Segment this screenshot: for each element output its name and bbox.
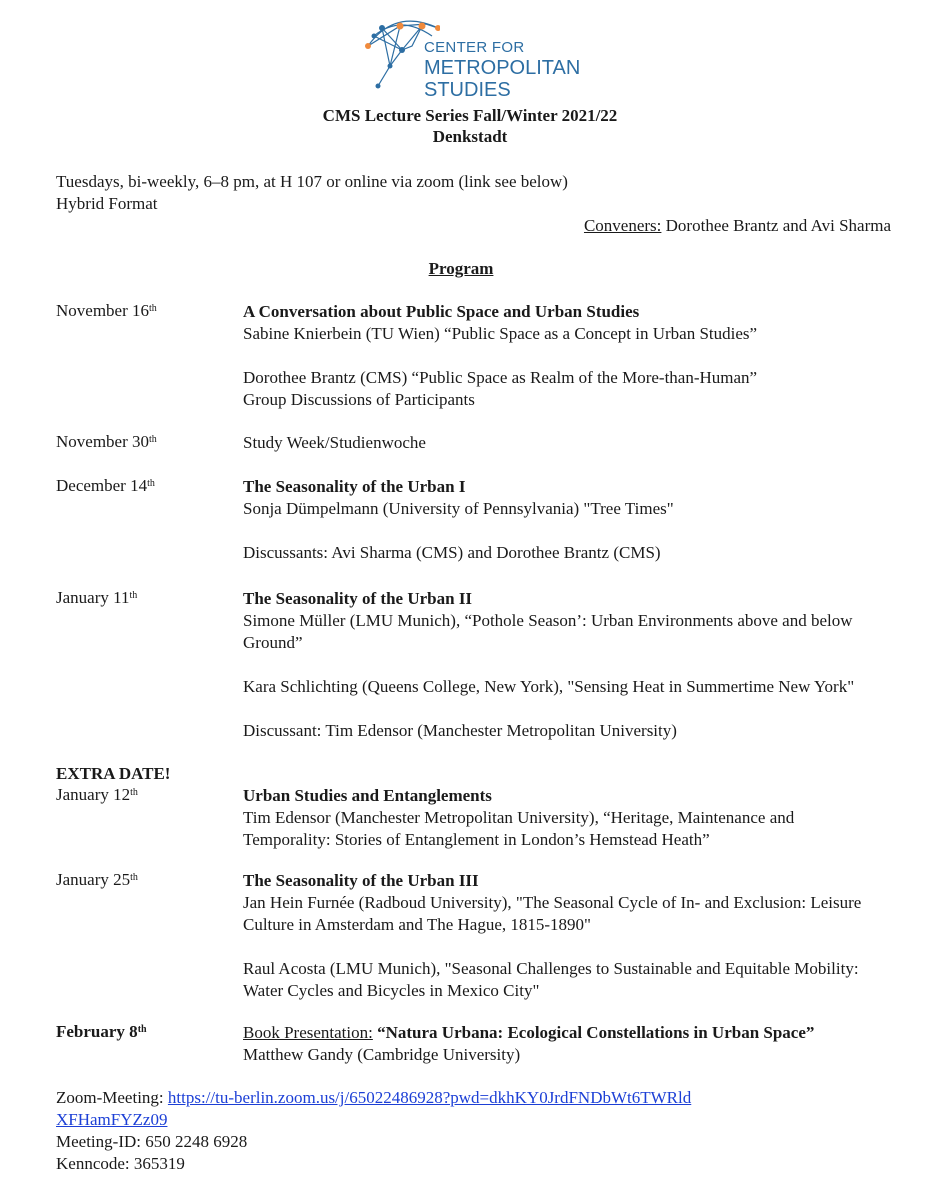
event-date — [56, 588, 137, 608]
event-date-suffix: th — [147, 478, 155, 489]
event — [243, 1022, 903, 1066]
zoom-label: Zoom-Meeting: — [56, 1088, 168, 1107]
kenncode: Kenncode: 365319 — [56, 1154, 185, 1173]
event-line: Tim Edensor (Manchester Metropolitan University), “Heritage, Maintenance and Temporality: Stories of Entanglement in London’s Hemstead Heath” — [243, 808, 795, 849]
event — [243, 588, 883, 742]
conveners-label: Conveners: — [583, 216, 662, 235]
event-line: Matthew Gandy (Cambridge University) — [243, 1045, 521, 1064]
program-heading: Program — [428, 259, 494, 278]
cms-logo — [360, 6, 581, 106]
event-line: Raul Acosta (LMU Munich), "Seasonal Challenges to Sustainable and Equitable Mobility: Water Cycles and Bicycles in Mexico City" — [243, 959, 859, 1000]
event-line: Study Week/Studienwoche — [243, 433, 426, 452]
conveners-names: Dorothee Brantz and Avi Sharma — [661, 216, 891, 235]
event-date — [56, 785, 138, 805]
event — [243, 785, 883, 851]
event-date-suffix: th — [137, 1024, 147, 1035]
logo-line-1: CENTER FOR — [424, 39, 525, 56]
event-line: Group Discussions of Participants — [243, 390, 475, 409]
page-title: CMS Lecture Series Fall/Winter 2021/22 — [322, 106, 618, 125]
event-date-suffix: th — [149, 303, 157, 314]
event-line: Discussant: Tim Edensor (Manchester Metropolitan University) — [243, 721, 677, 740]
event — [243, 870, 883, 1002]
event — [243, 432, 883, 454]
event-date — [56, 476, 155, 496]
conveners — [584, 216, 891, 236]
page-subtitle: Denkstadt — [432, 127, 508, 146]
event-date — [56, 870, 138, 890]
event-line: Sabine Knierbein (TU Wien) “Public Space as a Concept in Urban Studies” — [243, 324, 758, 343]
event — [243, 301, 883, 411]
event — [243, 476, 883, 564]
event-title: “Natura Urbana: Ecological Constellations in Urban Space” — [372, 1023, 815, 1042]
event-line: Dorothee Brantz (CMS) “Public Space as Realm of the More-than-Human” — [243, 368, 758, 387]
event-date-suffix: th — [130, 787, 138, 798]
event-date-text: November 30 — [56, 432, 150, 451]
event-title: A Conversation about Public Space and Urban Studies — [243, 302, 640, 321]
event-date-text: January 25 — [56, 870, 131, 889]
event-date-suffix: th — [149, 434, 157, 445]
meeting-id: Meeting-ID: 650 2248 6928 — [56, 1132, 248, 1151]
event-line: Kara Schlichting (Queens College, New York), "Sensing Heat in Summertime New York" — [243, 677, 855, 696]
event-line: Sonja Dümpelmann (University of Pennsylvania) "Tree Times" — [243, 499, 674, 518]
zoom-info — [56, 1087, 696, 1175]
event-line: Jan Hein Furnée (Radboud University), "The Seasonal Cycle of In- and Exclusion: Leisure Culture in Amsterdam and The Hague, 1815-1890" — [243, 893, 862, 934]
event-title: The Seasonality of the Urban I — [243, 477, 466, 496]
event-date — [56, 432, 157, 452]
event-title: Urban Studies and Entanglements — [243, 786, 492, 805]
event-title: The Seasonality of the Urban III — [243, 871, 479, 890]
event-date-suffix: th — [129, 590, 138, 601]
event-line: Discussants: Avi Sharma (CMS) and Dorothee Brantz (CMS) — [243, 543, 661, 562]
event-date-text: February 8 — [56, 1022, 138, 1041]
event-date — [56, 301, 157, 321]
zoom-link[interactable]: https://tu-berlin.zoom.us/j/65022486928?pwd=dkhKY0JrdFNDbWt6TWRldXFHamFYZz09 — [56, 1088, 692, 1129]
event-title: The Seasonality of the Urban II — [243, 589, 473, 608]
format-info: Hybrid Format — [56, 194, 158, 213]
extra-date-label: EXTRA DATE! — [56, 764, 171, 783]
event-line: Simone Müller (LMU Munich), “Pothole Season’: Urban Environments above and below Ground” — [243, 611, 853, 652]
event-date-text: January 11 — [56, 588, 130, 607]
event-date-text: November 16 — [56, 301, 150, 320]
schedule-info: Tuesdays, bi-weekly, 6–8 pm, at H 107 or online via zoom (link see below) — [56, 172, 568, 191]
event-date-suffix: th — [130, 872, 138, 883]
book-presentation-label: Book Presentation: — [243, 1023, 373, 1042]
event-date — [56, 1022, 147, 1042]
logo-line-2: METROPOLITAN — [424, 57, 581, 79]
event-date-text: January 12 — [56, 785, 131, 804]
logo-line-3: STUDIES — [424, 79, 511, 101]
event-date-text: December 14 — [56, 476, 148, 495]
